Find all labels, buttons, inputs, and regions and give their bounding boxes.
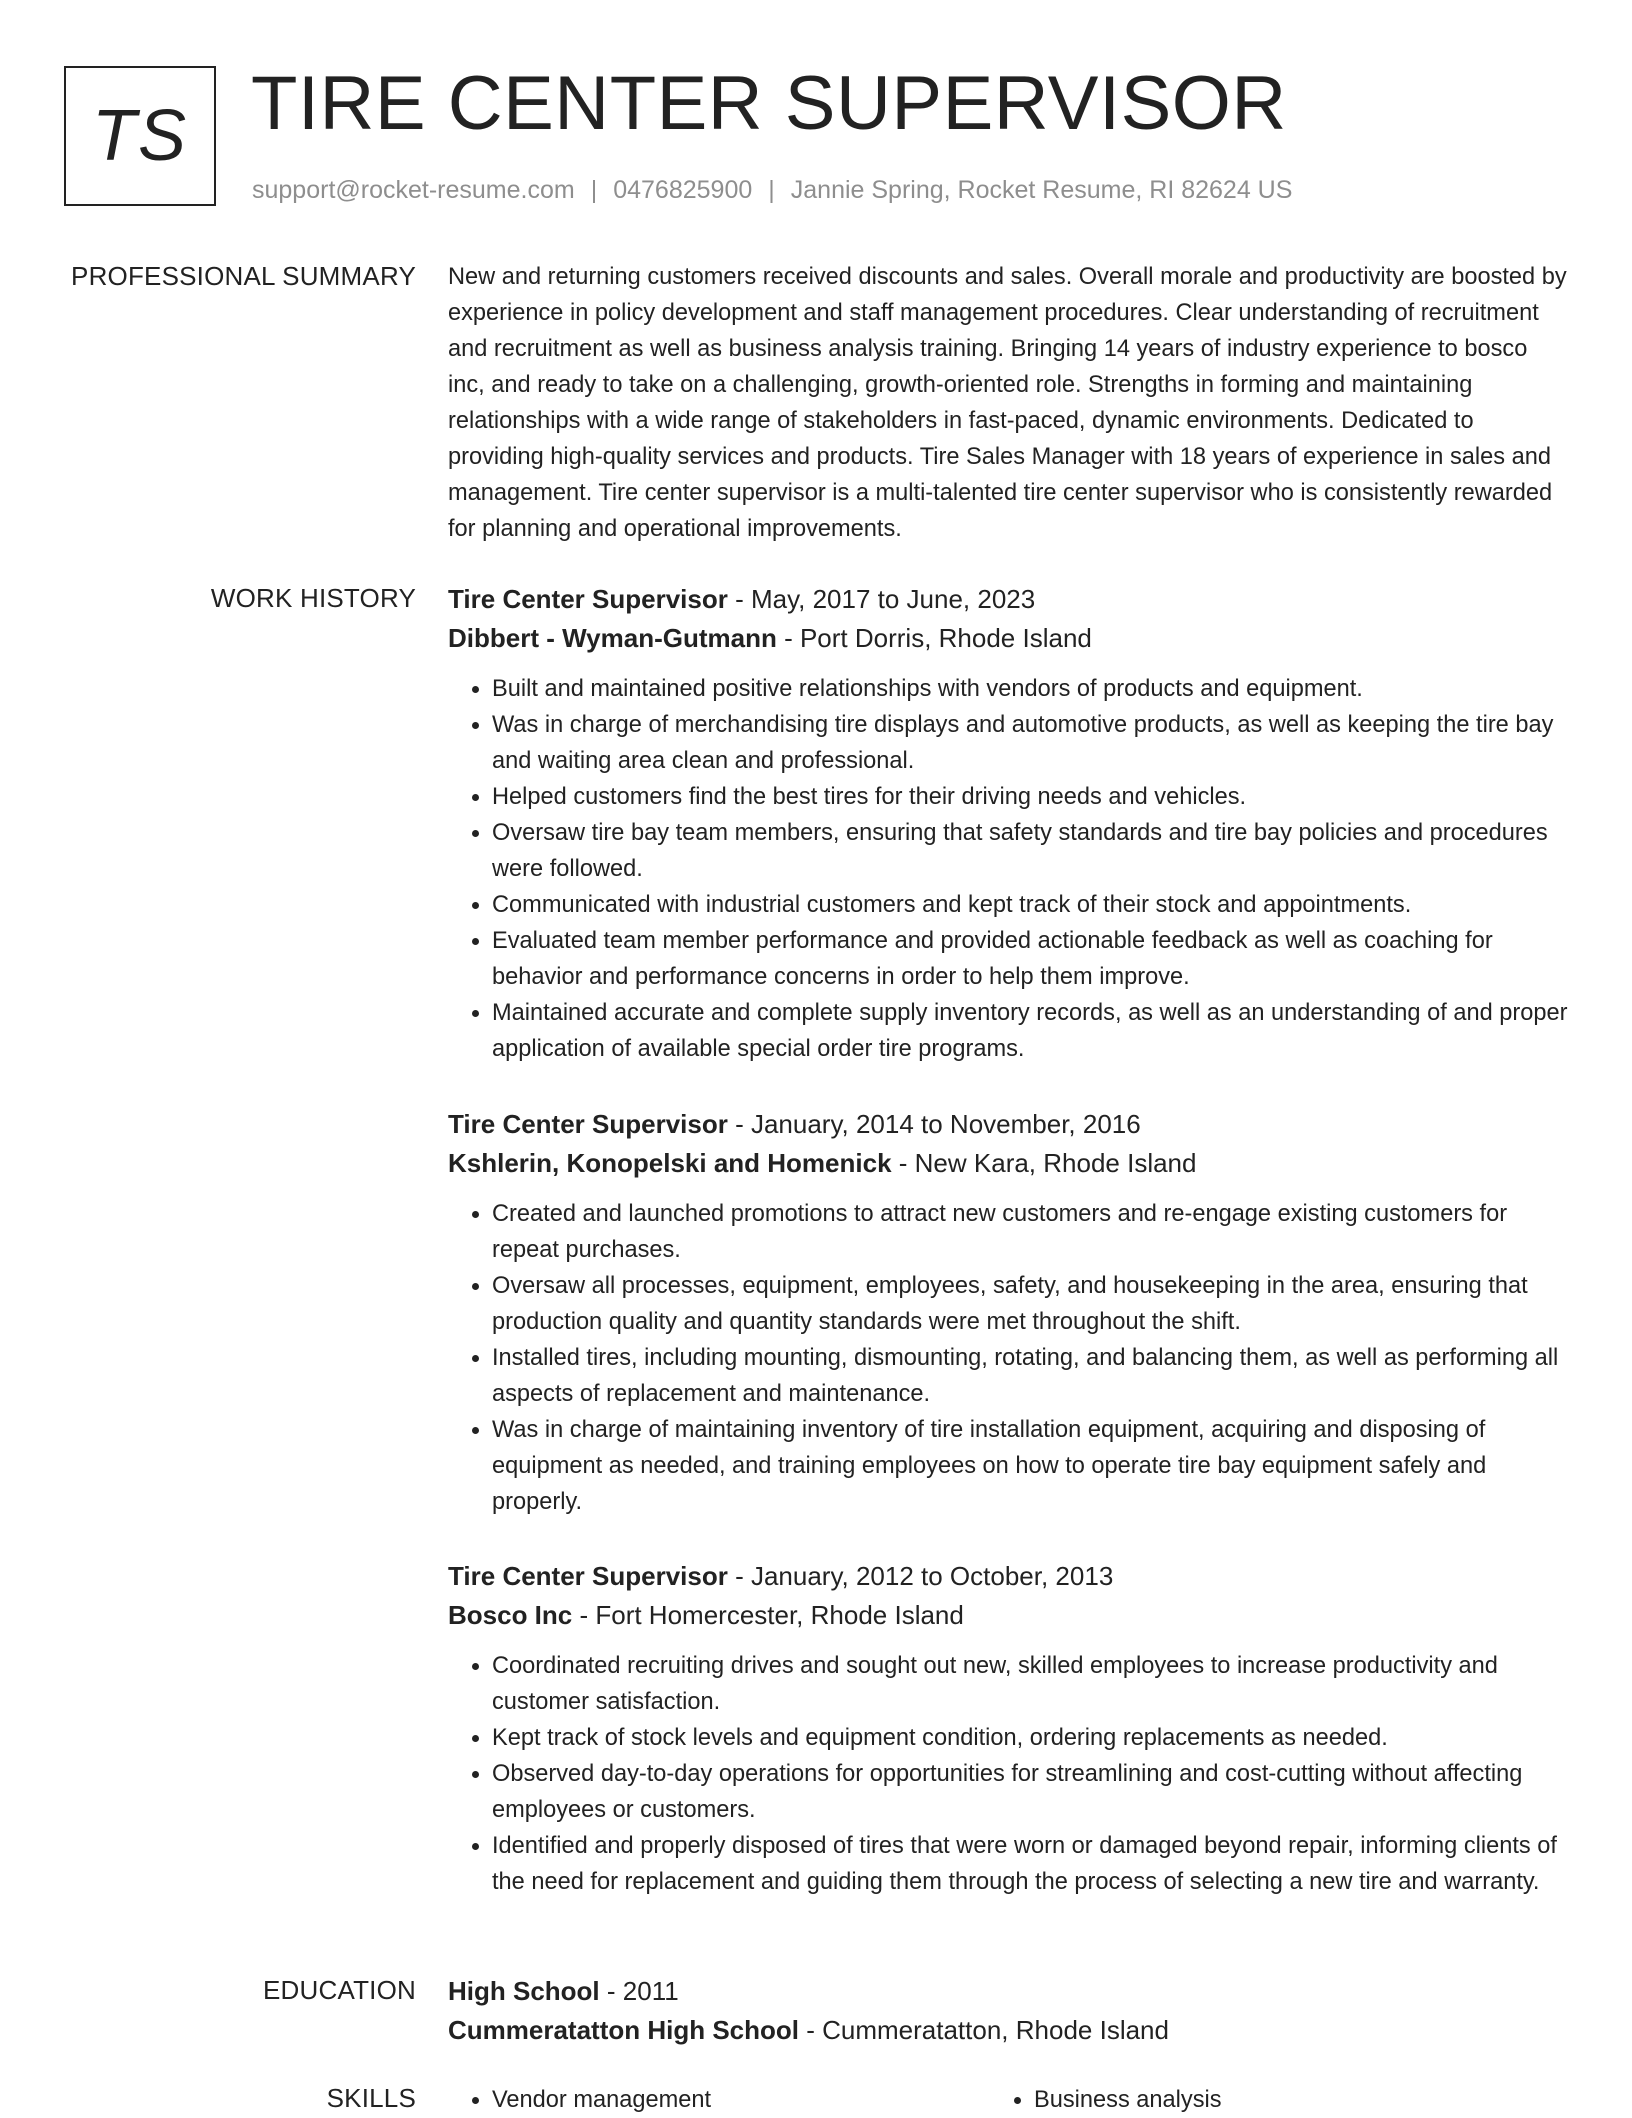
skill-item: • Vendor management (492, 2082, 1028, 2118)
contact-separator: | (768, 176, 775, 204)
section-label-skills: SKILLS (326, 2083, 416, 2113)
job-heading (448, 1557, 1570, 1596)
monogram-badge (64, 66, 216, 206)
education-degree: High School (448, 1976, 600, 2006)
job-location: - Port Dorris, Rhode Island (776, 623, 1092, 653)
job-title: Tire Center Supervisor (448, 1109, 728, 1139)
skills-body (448, 2082, 1570, 2118)
section-label-summary: PROFESSIONAL SUMMARY (71, 261, 416, 291)
list-item: • Built and maintained positive relationships with vendors of products and equipment. (492, 671, 1570, 707)
contact-phone[interactable]: 0476825900 (613, 176, 753, 204)
section-label-education: EDUCATION (263, 1975, 416, 2005)
contact-address: Jannie Spring, Rocket Resume, RI 82624 US (790, 176, 1293, 204)
list-item: • Kept track of stock levels and equipment condition, ordering replacements as needed. (492, 1720, 1570, 1756)
skills-list (448, 2082, 1570, 2118)
job-employer (448, 1144, 1570, 1183)
summary-body (448, 259, 1570, 547)
list-item: • Installed tires, including mounting, dismounting, rotating, and balancing them, as well as performing all aspects of replacement and maintenance. (492, 1340, 1570, 1412)
job-location: - New Kara, Rhode Island (891, 1148, 1197, 1178)
education-year: - 2011 (599, 1976, 679, 2006)
job-entry (448, 580, 1570, 1067)
job-entry (448, 1557, 1570, 1900)
job-bullets (448, 671, 1570, 1067)
list-item: • Coordinated recruiting drives and sought out new, skilled employees to increase productivity and customer satisfaction. (492, 1648, 1570, 1720)
section-label-work-history: WORK HISTORY (210, 583, 416, 613)
job-location: - Fort Homercester, Rhode Island (572, 1600, 964, 1630)
job-dates: - January, 2014 to November, 2016 (727, 1109, 1141, 1139)
list-item: • Helped customers find the best tires for their driving needs and vehicles. (492, 779, 1570, 815)
list-item: • Identified and properly disposed of tires that were worn or damaged beyond repair, informing clients of the need for replacement and guiding them through the process of selecting a new tire and warranty. (492, 1828, 1570, 1900)
job-company: Bosco Inc (448, 1600, 573, 1630)
resume-title: TIRE CENTER SUPERVISOR (251, 61, 1287, 146)
job-company: Kshlerin, Konopelski and Homenick (448, 1148, 892, 1178)
job-employer (448, 1596, 1570, 1635)
list-item: • Evaluated team member performance and provided actionable feedback as well as coaching for behavior and performance concerns in order to help them improve. (492, 923, 1570, 995)
job-heading (448, 580, 1570, 619)
list-item: • Created and launched promotions to attract new customers and re-engage existing customers for repeat purchases. (492, 1196, 1570, 1268)
job-title: Tire Center Supervisor (448, 1561, 728, 1591)
education-school-line (448, 2011, 1570, 2050)
education-school: Cummeratatton High School (448, 2015, 800, 2045)
job-bullets (448, 1648, 1570, 1900)
skill-item: • Business analysis (1034, 2082, 1570, 2118)
list-item: • Observed day-to-day operations for opportunities for streamlining and cost-cutting without affecting employees or customers. (492, 1756, 1570, 1828)
job-title: Tire Center Supervisor (448, 584, 728, 614)
list-item: • Maintained accurate and complete supply inventory records, as well as an understanding of and proper application of available special order tire programs. (492, 995, 1570, 1067)
list-item: • Was in charge of merchandising tire displays and automotive products, as well as keeping the tire bay and waiting area clean and professional. (492, 707, 1570, 779)
monogram-initials: TS (91, 96, 188, 176)
job-heading (448, 1105, 1570, 1144)
education-location: - Cummeratatton, Rhode Island (799, 2015, 1169, 2045)
list-item: • Oversaw all processes, equipment, employees, safety, and housekeeping in the area, ensuring that production quality and quantity standards were met throughout the shift. (492, 1268, 1570, 1340)
job-company: Dibbert - Wyman-Gutmann (448, 623, 777, 653)
job-bullets (448, 1196, 1570, 1520)
contact-email[interactable]: support@rocket-resume.com (252, 176, 575, 204)
contact-separator: | (590, 176, 598, 204)
work-history-body (448, 580, 1570, 1895)
education-body (448, 1972, 1570, 2050)
list-item: • Was in charge of maintaining inventory of tire installation equipment, acquiring and disposing of equipment as needed, and training employees on how to operate tire bay equipment safely and properly. (492, 1412, 1570, 1520)
list-item: • Communicated with industrial customers and kept track of their stock and appointments. (492, 887, 1570, 923)
job-dates: - January, 2012 to October, 2013 (727, 1561, 1114, 1591)
contact-line (252, 174, 1292, 206)
list-item: • Oversaw tire bay team members, ensuring that safety standards and tire bay policies and procedures were followed. (492, 815, 1570, 887)
job-employer (448, 619, 1570, 658)
education-heading (448, 1972, 1570, 2011)
job-dates: - May, 2017 to June, 2023 (727, 584, 1036, 614)
job-entry (448, 1105, 1570, 1520)
summary-text: New and returning customers received discounts and sales. Overall morale and productivity are boosted by experience in policy development and staff management procedures. Clear understanding of recruitment and recruitment as well as business analysis training. Bringing 14 years of industry experience to bosco inc, and ready to take on a challenging, growth-oriented role. Strengths in forming and maintaining relationships with a wide range of stakeholders in fast-paced, dynamic environments. Dedicated to providing high-quality services and products. Tire Sales Manager with 18 years of experience in sales and management. Tire center supervisor is a multi-talented tire center supervisor who is consistently rewarded for planning and operational improvements. (448, 264, 1567, 542)
